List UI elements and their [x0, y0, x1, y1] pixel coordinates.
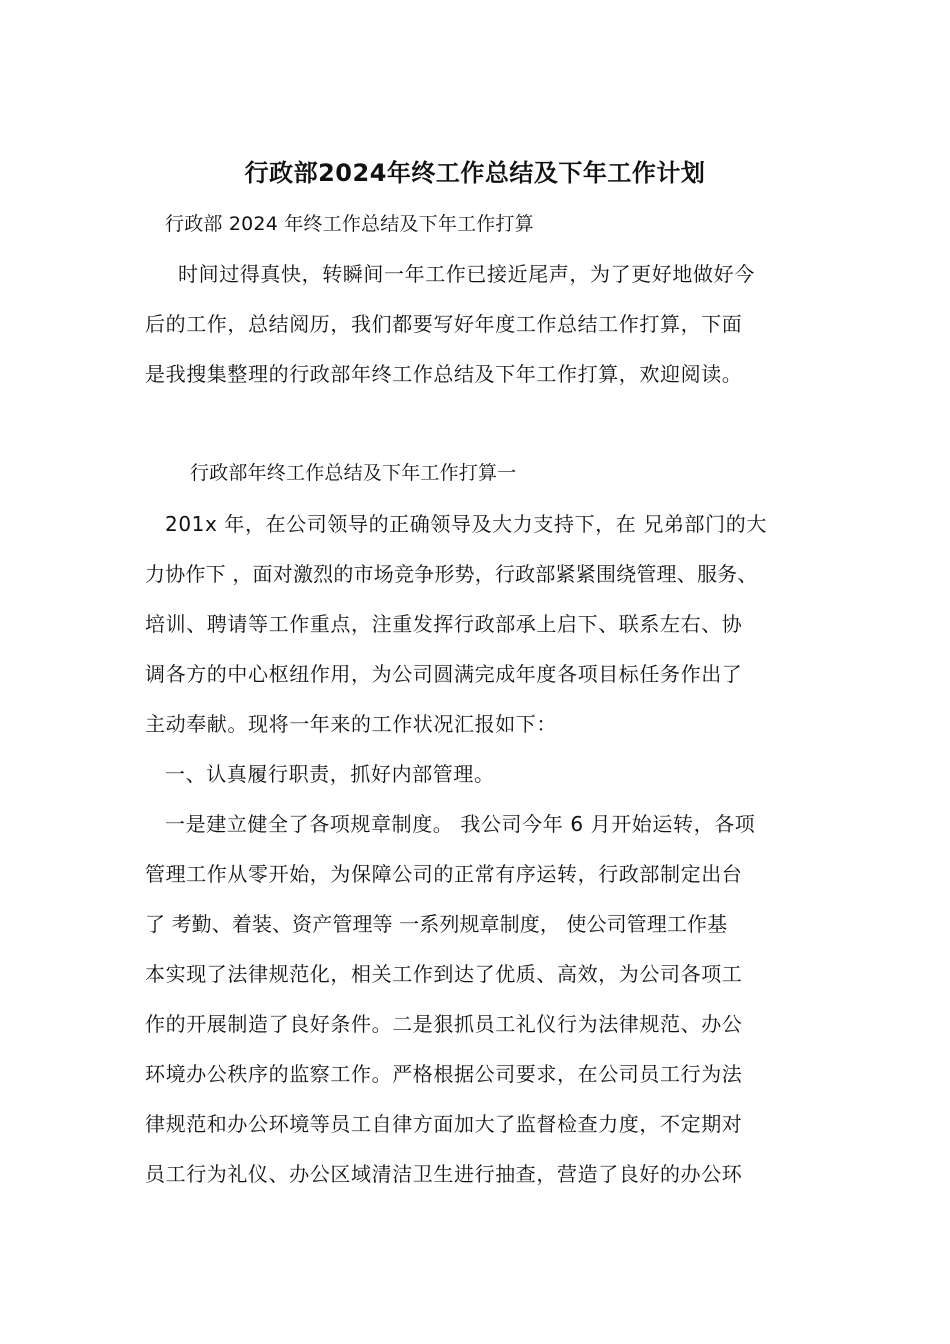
paragraph-line: 后的工作，总结阅历，我们都要写好年度工作总结工作打算，下面: [145, 312, 743, 336]
paragraph-line: 作的开展制造了良好条件。二是狠抓员工礼仪行为法律规范、办公: [145, 1012, 743, 1036]
section-heading: 行政部年终工作总结及下年工作打算一: [190, 462, 517, 484]
paragraph-line: 了 考勤、着装、资产管理等 一系列规章制度， 使公司管理工作基: [145, 912, 728, 936]
paragraph-line: 本实现了法律规范化，相关工作到达了优质、高效，为公司各项工: [145, 962, 743, 986]
paragraph-line: 培训、聘请等工作重点，注重发挥行政部承上启下、联系左右、协: [145, 612, 743, 636]
paragraph-line: 调各方的中心枢纽作用，为公司圆满完成年度各项目标任务作出了: [145, 662, 743, 686]
paragraph-line: 员工行为礼仪、办公区域清洁卫生进行抽查，营造了良好的办公环: [145, 1162, 743, 1186]
paragraph-line: 201x 年，在公司领导的正确领导及大力支持下，在 兄弟部门的大: [165, 512, 767, 536]
paragraph-line: 管理工作从零开始，为保障公司的正常有序运转，行政部制定出台: [145, 862, 743, 886]
document-subtitle: 行政部 2024 年终工作总结及下年工作打算: [165, 213, 534, 235]
paragraph-line: 时间过得真快，转瞬间一年工作已接近尾声，为了更好地做好今: [178, 262, 755, 286]
paragraph-line: 是我搜集整理的行政部年终工作总结及下年工作打算，欢迎阅读。: [145, 362, 743, 386]
section-heading: 一、认真履行职责，抓好内部管理。: [165, 762, 495, 786]
paragraph-line: 主动奉献。现将一年来的工作状况汇报如下：: [145, 712, 557, 736]
document-title: 行政部2024年终工作总结及下年工作计划: [244, 159, 706, 187]
paragraph-line: 力协作下 ，面对激烈的市场竞争形势，行政部紧紧围绕管理、服务、: [145, 562, 758, 586]
paragraph-line: 律规范和办公环境等员工自律方面加大了监督检查力度，不定期对: [145, 1112, 743, 1136]
paragraph-line: 一是建立健全了各项规章制度。 我公司今年 6 月开始运转，各项: [165, 812, 756, 836]
paragraph-line: 环境办公秩序的监察工作。严格根据公司要求，在公司员工行为法: [145, 1062, 743, 1086]
